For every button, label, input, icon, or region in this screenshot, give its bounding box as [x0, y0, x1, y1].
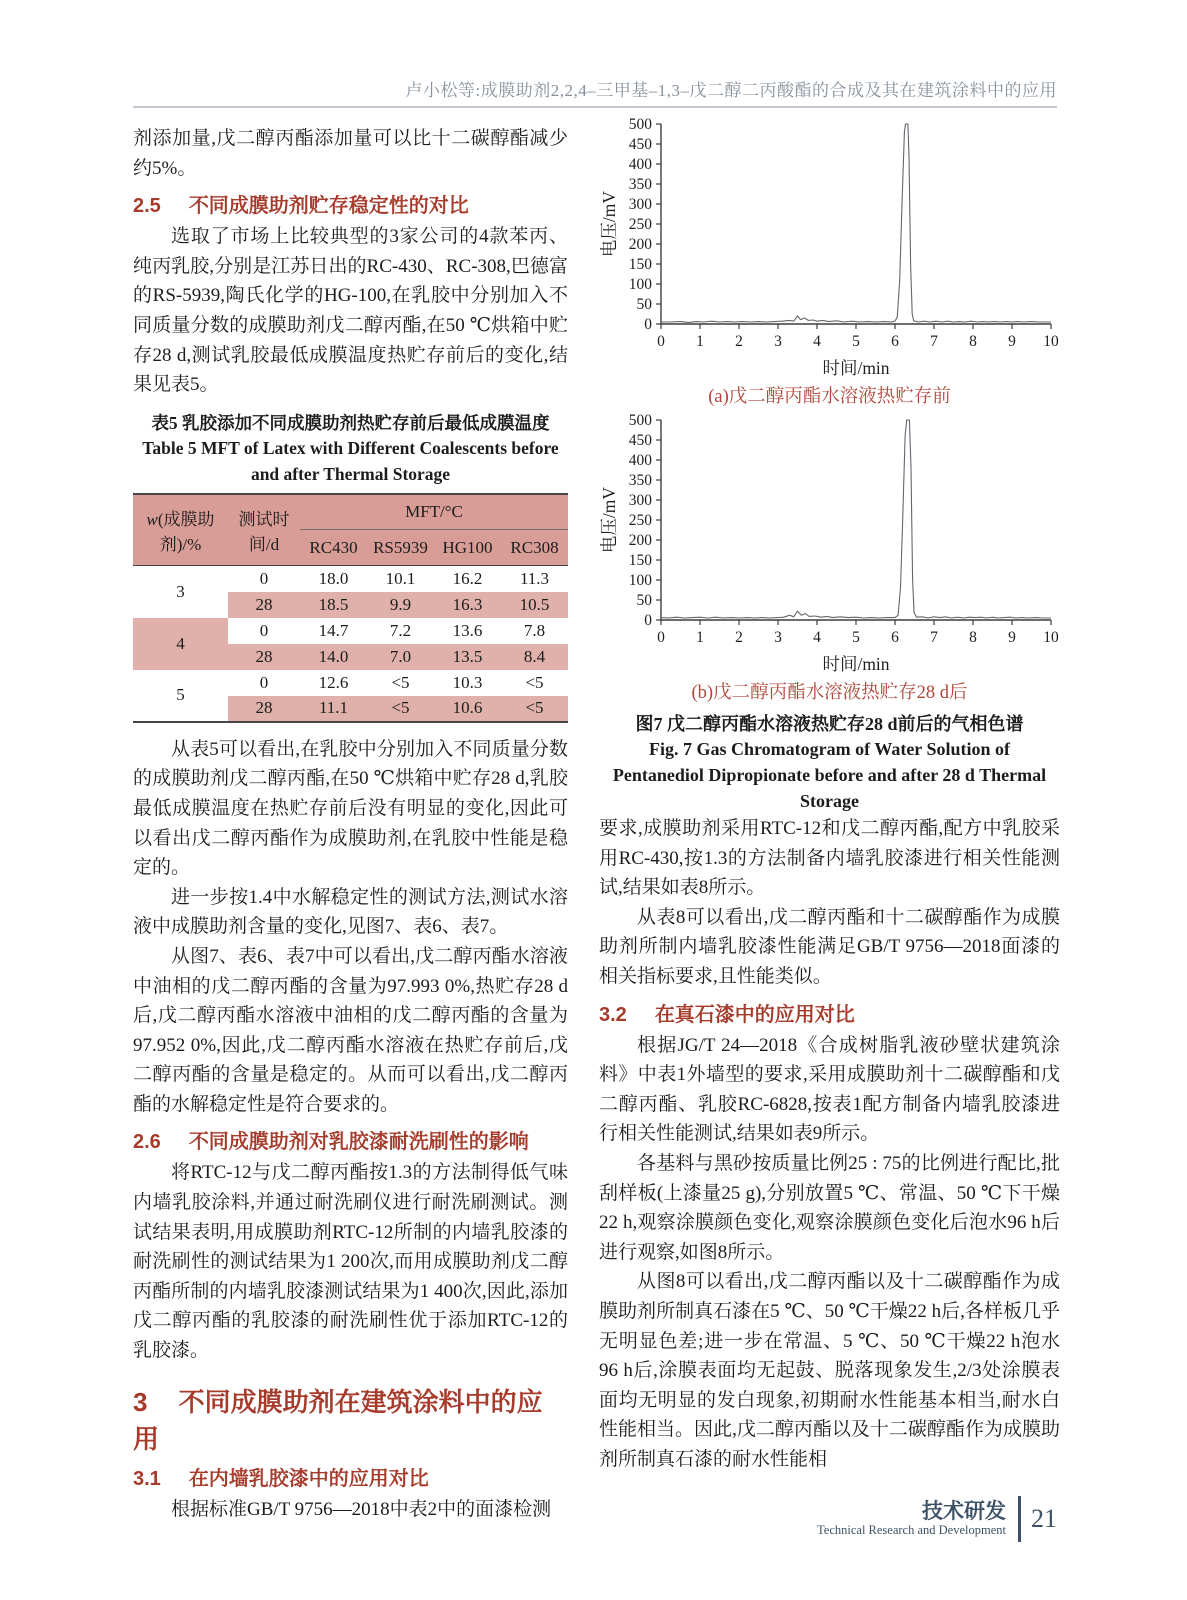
table5-caption-en [133, 435, 568, 487]
svg-text:50: 50 [636, 296, 652, 313]
cell-v: 13.6 [452, 620, 483, 640]
table5-header-col: HG100 [442, 537, 493, 557]
paragraph: 从表8可以看出,戊二醇丙酯和十二碳醇酯作为成膜助剂所制内墙乳胶漆性能满足GB/T 9756—2018面漆的相关指标要求,且性能类似。 [599, 906, 1060, 987]
table-row [133, 618, 568, 644]
svg-text:500: 500 [628, 414, 652, 429]
cell-v: <5 [501, 696, 568, 722]
figure7-caption-en-line: Fig. 7 Gas Chromatogram of Water Solution of [649, 739, 1010, 759]
table5-body [133, 566, 568, 722]
svg-text:100: 100 [628, 572, 652, 589]
svg-text:7: 7 [930, 333, 938, 350]
svg-text:时间/min: 时间/min [822, 654, 890, 674]
svg-text:150: 150 [628, 256, 652, 273]
svg-text:400: 400 [628, 156, 652, 173]
figure7-caption-cn: 图7 戊二醇丙酯水溶液热贮存28 d前后的气相色谱 [635, 714, 1024, 734]
paragraph: 从图7、表6、表7中可以看出,戊二醇丙酯水溶液中油相的戊二醇丙酯的含量为97.993 0%,热贮存28 d后,戊二醇丙酯水溶液中油相的戊二醇丙酯的含量为97.952 0%,因此,戊二醇丙酯水溶液在热贮存前后,戊二醇丙酯的含量是稳定的。从而可以看出,戊二醇丙酯的水解稳定性是符合要求的。 [133, 945, 568, 1115]
cell-v: 11.3 [519, 569, 550, 588]
page-footer [817, 1496, 1057, 1542]
figure7-chart-b [599, 414, 1060, 704]
cell-v: 16.2 [452, 569, 483, 588]
svg-text:200: 200 [628, 532, 652, 549]
section-number: 3.1 [133, 1467, 161, 1490]
svg-text:电压/mV: 电压/mV [599, 190, 619, 258]
left-column [133, 124, 568, 1524]
cell-v: 7.0 [367, 644, 434, 670]
paragraph: 根据标准GB/T 9756—2018中表2中的面漆检测 [171, 1498, 552, 1520]
cell-v: 11.1 [300, 696, 367, 722]
table5-header-col: RS5939 [373, 537, 428, 557]
cell-v: 13.5 [434, 644, 501, 670]
figure7-caption-b: (b)戊二醇丙酯水溶液热贮存28 d后 [691, 683, 968, 703]
svg-text:10: 10 [1043, 629, 1059, 646]
paragraph: 根据JG/T 24—2018《合成树脂乳液砂壁状建筑涂料》中表1外墙型的要求,采用成膜助剂十二碳醇酯和戊二醇丙酯、乳胶RC-6828,按表1配方制备内墙乳胶漆进行相关性能测试,结果如表9所示。 [599, 1034, 1060, 1145]
cell-v: 8.4 [501, 644, 568, 670]
svg-text:8: 8 [969, 333, 977, 350]
cell-v: 18.5 [300, 592, 367, 618]
svg-text:400: 400 [628, 452, 652, 469]
paragraph: 从表5可以看出,在乳胶中分别加入不同质量分数的成膜助剂戊二醇丙酯,在50 ℃烘箱中贮存28 d,乳胶最低成膜温度在热贮存前后没有明显的变化,因此可以看出戊二醇丙酯作为成膜助剂,在乳胶中性能是稳定的。 [133, 738, 568, 879]
svg-text:1: 1 [696, 333, 704, 350]
paragraph: 从图8可以看出,戊二醇丙酯以及十二碳醇酯作为成膜助剂所制真石漆在5 ℃、50 ℃干燥22 h后,各样板几乎无明显色差;进一步在常温、5 ℃、50 ℃干燥22 h泡水96 h后,涂膜表面均无起鼓、脱落现象发生,2/3处涂膜表面均无明显的发白现象,初期耐水性能基本相当,耐水白性能相当。因此,戊二醇丙酯以及十二碳醇酯作为成膜助剂所制真石漆的耐水性能相 [599, 1271, 1060, 1470]
svg-text:2: 2 [735, 333, 743, 350]
svg-text:时间/min: 时间/min [822, 358, 890, 378]
cell-v: 10.5 [501, 592, 568, 618]
running-header: 卢小松等:成膜助剂2,2,4–三甲基–1,3–戊二醇二丙酸酯的合成及其在建筑涂料中的应用 [405, 81, 1057, 100]
cell-v: 7.8 [523, 620, 546, 640]
figure7-caption-a: (a)戊二醇丙酯水溶液热贮存前 [708, 387, 951, 407]
svg-text:8: 8 [969, 629, 977, 646]
cell-d: 0 [259, 620, 269, 640]
cell-v: 10.6 [434, 696, 501, 722]
cell-v: <5 [391, 672, 410, 692]
svg-text:150: 150 [628, 552, 652, 569]
paragraph: 选取了市场上比较典型的3家公司的4款苯丙、纯丙乳胶,分别是江苏日出的RC-430、RC-308,巴德富的RS-5939,陶氏化学的HG-100,在乳胶中分别加入不同质量分数的成膜助剂戊二醇丙酯,在50 ℃烘箱中贮存28 d,测试乳胶最低成膜温度热贮存前后的变化,结果见表5。 [133, 226, 568, 396]
section-title: 在内墙乳胶漆中的应用对比 [188, 1467, 429, 1490]
section-number: 3 [133, 1386, 148, 1417]
svg-text:6: 6 [891, 333, 899, 350]
section-heading-3-1 [133, 1462, 568, 1491]
table5-caption-cn: 表5 乳胶添加不同成膜助剂热贮存前后最低成膜温度 [151, 412, 550, 433]
paragraph: 进一步按1.4中水解稳定性的测试方法,测试水溶液中成膜助剂含量的变化,见图7、表6、表7。 [133, 886, 568, 938]
cell-w: 3 [176, 582, 185, 601]
cell-d: 28 [228, 592, 300, 618]
svg-text:5: 5 [852, 333, 860, 350]
section-heading-2-6 [133, 1125, 568, 1154]
table-row [133, 670, 568, 696]
svg-text:0: 0 [657, 333, 665, 350]
svg-text:电压/mV: 电压/mV [599, 486, 619, 554]
svg-text:5: 5 [852, 629, 860, 646]
table-row [133, 566, 568, 592]
section-title: 不同成膜助剂对乳胶漆耐洗刷性的影响 [188, 1131, 529, 1154]
svg-text:0: 0 [644, 316, 652, 333]
svg-text:2: 2 [735, 629, 743, 646]
cell-v: 9.9 [367, 592, 434, 618]
section-heading-3 [133, 1382, 568, 1456]
cell-v: 16.3 [434, 592, 501, 618]
paragraph: 剂添加量,戊二醇丙酯添加量可以比十二碳醇酯减少约5%。 [133, 128, 568, 179]
section-title: 在真石漆中的应用对比 [654, 1003, 855, 1026]
figure7-caption-en-line: Pentanediol Dipropionate before and after 28 d Thermal [612, 765, 1047, 785]
cell-v: <5 [525, 672, 544, 692]
cell-v: 18.0 [318, 569, 349, 588]
table5-header-col: RC308 [510, 537, 559, 557]
cell-v: 14.7 [318, 620, 349, 640]
svg-text:50: 50 [636, 592, 652, 609]
table5 [133, 493, 568, 723]
table5-header-mft: MFT/°C [300, 494, 568, 530]
footer-label-en: Technical Research and Development [817, 1523, 1006, 1537]
figure7-caption-en-line: Storage [800, 791, 859, 811]
svg-text:4: 4 [813, 629, 821, 646]
paragraph: 各基料与黑砂按质量比例25 : 75的比例进行配比,批刮样板(上漆量25 g),分别放置5 ℃、常温、50 ℃下干燥22 h,观察涂膜颜色变化,观察涂膜颜色变化后泡水96 h后进行观察,如图8所示。 [599, 1152, 1060, 1263]
cell-d: 0 [259, 569, 269, 588]
section-number: 2.5 [133, 195, 161, 218]
right-column [599, 118, 1060, 1474]
svg-text:250: 250 [628, 216, 652, 233]
cell-w: 5 [176, 685, 185, 705]
svg-text:350: 350 [628, 472, 652, 489]
section-title: 不同成膜助剂在建筑涂料中的应用 [133, 1386, 543, 1454]
svg-text:450: 450 [628, 136, 652, 153]
svg-text:9: 9 [1008, 629, 1016, 646]
cell-d: 0 [259, 672, 269, 692]
paragraph: 要求,成膜助剂采用RTC-12和戊二醇丙酯,配方中乳胶采用RC-430,按1.3的方法制备内墙乳胶漆进行相关性能测试,结果如表8所示。 [599, 818, 1060, 899]
svg-text:100: 100 [628, 276, 652, 293]
section-title: 不同成膜助剂贮存稳定性的对比 [188, 195, 469, 218]
cell-v: 10.1 [385, 569, 416, 588]
table5-header-w: w(成膜助剂)/% [146, 510, 215, 554]
table5-header-time: 测试时间/d [238, 510, 290, 554]
cell-v: <5 [367, 696, 434, 722]
svg-text:250: 250 [628, 512, 652, 529]
page-number: 21 [1031, 1504, 1057, 1533]
cell-v: 14.0 [300, 644, 367, 670]
svg-text:350: 350 [628, 176, 652, 193]
cell-v: 7.2 [389, 620, 412, 640]
cell-w: 4 [133, 618, 228, 670]
footer-label-cn: 技术研发 [922, 1500, 1006, 1523]
svg-text:0: 0 [657, 629, 665, 646]
figure7-chart-a [599, 118, 1060, 408]
svg-text:4: 4 [813, 333, 821, 350]
cell-d: 28 [228, 696, 300, 722]
chromatogram-b [599, 414, 1060, 678]
svg-text:3: 3 [774, 629, 782, 646]
cell-v: 12.6 [318, 672, 349, 692]
section-number: 3.2 [599, 1003, 627, 1026]
table5-header [133, 494, 568, 566]
section-heading-3-2 [599, 998, 1060, 1027]
table5-caption-en-line1: Table 5 MFT of Latex with Different Coalescents before [142, 437, 559, 458]
svg-text:9: 9 [1008, 333, 1016, 350]
svg-text:10: 10 [1043, 333, 1059, 350]
svg-text:1: 1 [696, 629, 704, 646]
footer-divider [1018, 1496, 1021, 1542]
figure7-caption-en [599, 736, 1060, 814]
cell-v: 10.3 [452, 672, 483, 692]
svg-text:3: 3 [774, 333, 782, 350]
header-rule [133, 106, 1057, 108]
paragraph: 将RTC-12与戊二醇丙酯按1.3的方法制得低气味内墙乳胶涂料,并通过耐洗刷仪进行耐洗刷测试。测试结果表明,用成膜助剂RTC-12所制的内墙乳胶漆的耐洗刷性的测试结果为1 200次,而用成膜助剂戊二醇丙酯所制的内墙乳胶漆测试结果为1 400次,因此,添加戊二醇丙酯的乳胶漆的耐洗刷性优于添加RTC-12的乳胶漆。 [133, 1162, 568, 1362]
section-heading-2-5 [133, 189, 568, 218]
cell-d: 28 [228, 644, 300, 670]
chromatogram-a [599, 118, 1060, 382]
svg-text:200: 200 [628, 236, 652, 253]
svg-text:300: 300 [628, 492, 652, 509]
table5-header-col: RC430 [309, 537, 358, 557]
svg-text:300: 300 [628, 196, 652, 213]
svg-text:0: 0 [644, 612, 652, 629]
table5-caption-en-line2: and after Thermal Storage [250, 463, 451, 484]
svg-text:6: 6 [891, 629, 899, 646]
svg-text:7: 7 [930, 629, 938, 646]
svg-text:450: 450 [628, 432, 652, 449]
svg-text:500: 500 [628, 118, 652, 133]
footer-section-label [817, 1500, 1006, 1538]
section-number: 2.6 [133, 1131, 161, 1154]
